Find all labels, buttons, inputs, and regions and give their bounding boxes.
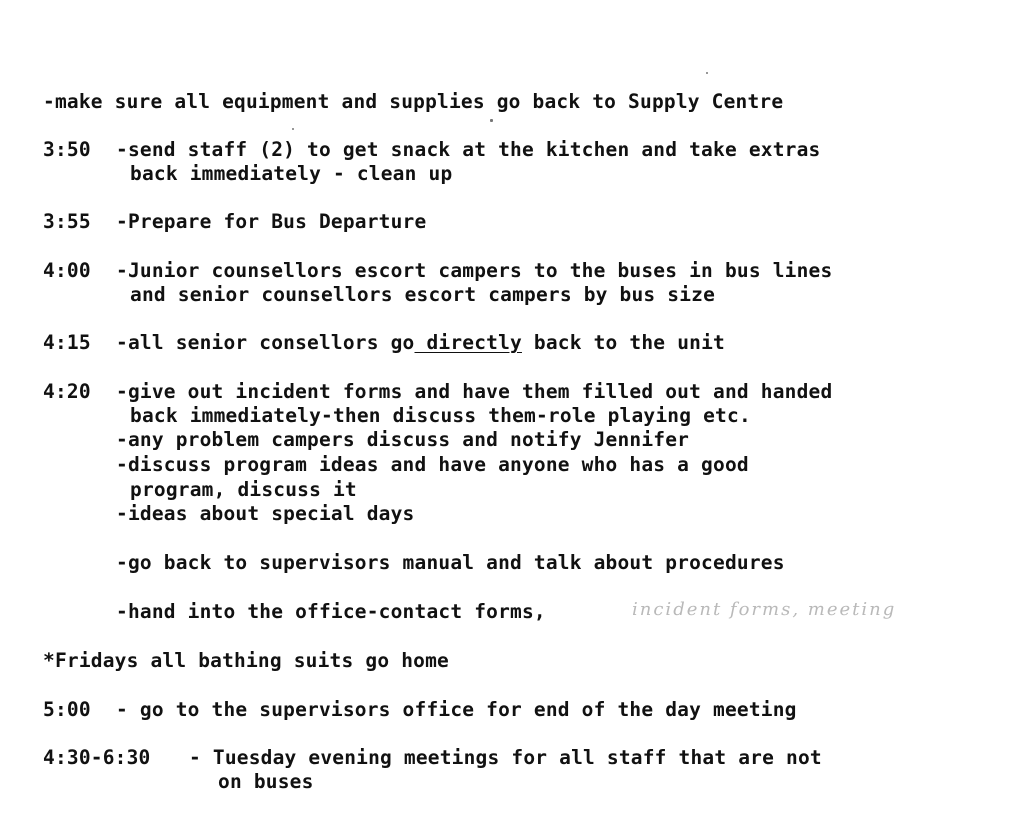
time-5-00: 5:00	[43, 698, 91, 721]
line-program-ideas: -discuss program ideas and have anyone who has a good	[116, 453, 749, 476]
line-directly-post: back to the unit	[521, 331, 725, 354]
line-role-playing: back immediately-then discuss them-role playing etc.	[130, 404, 751, 427]
scan-speck	[706, 72, 708, 74]
time-4-30-6-30: 4:30-6:30	[43, 746, 151, 769]
line-supply-centre: -make sure all equipment and supplies go back to Supply Centre	[43, 90, 784, 113]
time-4-20: 4:20	[43, 380, 91, 403]
time-4-15: 4:15	[43, 331, 91, 354]
line-senior-counsellors: and senior counsellors escort campers by bus size	[130, 283, 716, 306]
line-incident-forms: -give out incident forms and have them filled out and handed	[116, 380, 833, 403]
line-end-of-day-meeting: - go to the supervisors office for end of the day meeting	[116, 698, 797, 721]
line-directly-back	[116, 331, 725, 355]
time-4-00: 4:00	[43, 259, 91, 282]
line-clean-up: back immediately - clean up	[130, 162, 453, 185]
underlined-directly: directly	[414, 331, 522, 354]
line-special-days: -ideas about special days	[116, 502, 415, 525]
scan-speck	[490, 119, 493, 122]
faint-handwritten-note: incident forms, meeting	[632, 599, 897, 620]
line-supervisors-manual: -go back to supervisors manual and talk about procedures	[116, 551, 785, 574]
line-problem-campers: -any problem campers discuss and notify Jennifer	[116, 428, 690, 451]
line-contact-forms: -hand into the office-contact forms,	[116, 600, 546, 623]
line-bus-departure: -Prepare for Bus Departure	[116, 210, 427, 233]
line-send-staff: -send staff (2) to get snack at the kitchen and take extras	[116, 138, 821, 161]
time-3-50: 3:50	[43, 138, 91, 161]
line-fridays-bathing-suits: *Fridays all bathing suits go home	[43, 649, 449, 672]
scan-speck	[292, 128, 294, 130]
time-3-55: 3:55	[43, 210, 91, 233]
line-program-discuss: program, discuss it	[130, 478, 357, 501]
line-on-buses: on buses	[218, 770, 314, 793]
line-tuesday-meetings: - Tuesday evening meetings for all staff that are not	[189, 746, 822, 769]
line-directly-pre: -all senior consellors go	[116, 331, 415, 354]
line-junior-counsellors: -Junior counsellors escort campers to the buses in bus lines	[116, 259, 833, 282]
